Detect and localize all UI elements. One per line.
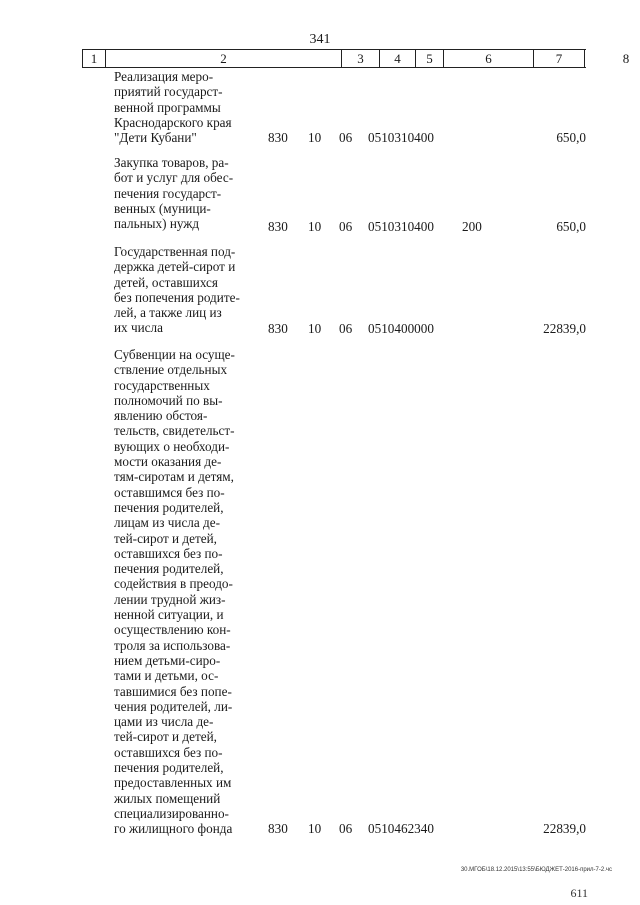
table-header [82, 49, 630, 68]
row-col6: 0510310400 [368, 219, 434, 234]
row-description: Субвенции на осуще- ствление отдельных государственных полномочий по вы- явлению обстоя- тельств, свидетельст- вующих о необходи- мости оказания де- тям-сиротам и детям, оставшимся без по- печения родителей, лицам из числа де- тей-сирот и детей, оставшихся без по- печения родителей, содействия в преодо- лении трудной жиз- ненной ситуации, и осуществлению кон- троля за использова- нием детьми-сиро- тами и детьми, ос- тавшимися без попе- чения родителей, ли- цами из числа де- тей-сирот и детей, оставшихся без по- печения родителей, предоставленных им жилых помещений специализированно- го жилищного фонда [114, 347, 235, 837]
row-col8: 22839,0 [543, 821, 586, 836]
row-col4: 10 [308, 821, 322, 836]
column-header-8: 8 [584, 50, 640, 67]
column-header-1: 1 [82, 50, 105, 67]
row-col8: 22839,0 [543, 321, 586, 336]
column-header-3: 3 [341, 50, 379, 67]
row-col8: 650,0 [556, 130, 586, 146]
row-col6: 0510462340 [368, 821, 434, 836]
row-description: Государственная под- держка детей-сирот и детей, оставшихся без попечения родите- лей, а также лиц из их числа [114, 244, 240, 336]
column-header-2: 2 [105, 50, 341, 67]
row-col4: 10 [308, 130, 322, 146]
row-col3: 830 [268, 821, 288, 836]
column-header-7: 7 [533, 50, 584, 67]
row-col4: 10 [308, 321, 322, 336]
row-col6: 0510400000 [368, 321, 434, 336]
row-description: Реализация меро- приятий государст- венной программы Краснодарского края "Дети Кубани" [114, 69, 232, 146]
column-header-6: 6 [443, 50, 533, 67]
row-description: Закупка товаров, ра- бот и услуг для обес- печения государст- венных (муници- пальных) нужд [114, 155, 234, 232]
column-header-5: 5 [415, 50, 443, 67]
document-code: 30.МГОБ\18.12.2015\13:55\БЮДЖЕТ-2016-прил-7-2.чс [460, 867, 612, 873]
row-col5: 06 [339, 821, 353, 836]
row-col3: 830 [268, 130, 288, 146]
row-col4: 10 [308, 219, 322, 234]
row-col5: 06 [339, 321, 353, 336]
row-col3: 830 [268, 321, 288, 336]
row-col5: 06 [339, 130, 353, 146]
row-col8: 650,0 [556, 219, 586, 234]
row-col6: 0510310400 [368, 130, 434, 146]
row-col7: 200 [462, 219, 482, 234]
row-col3: 830 [268, 219, 288, 234]
footer-page-number: 611 [570, 886, 588, 900]
column-header-4: 4 [379, 50, 415, 67]
page-number: 341 [309, 32, 331, 47]
row-col5: 06 [339, 219, 353, 234]
